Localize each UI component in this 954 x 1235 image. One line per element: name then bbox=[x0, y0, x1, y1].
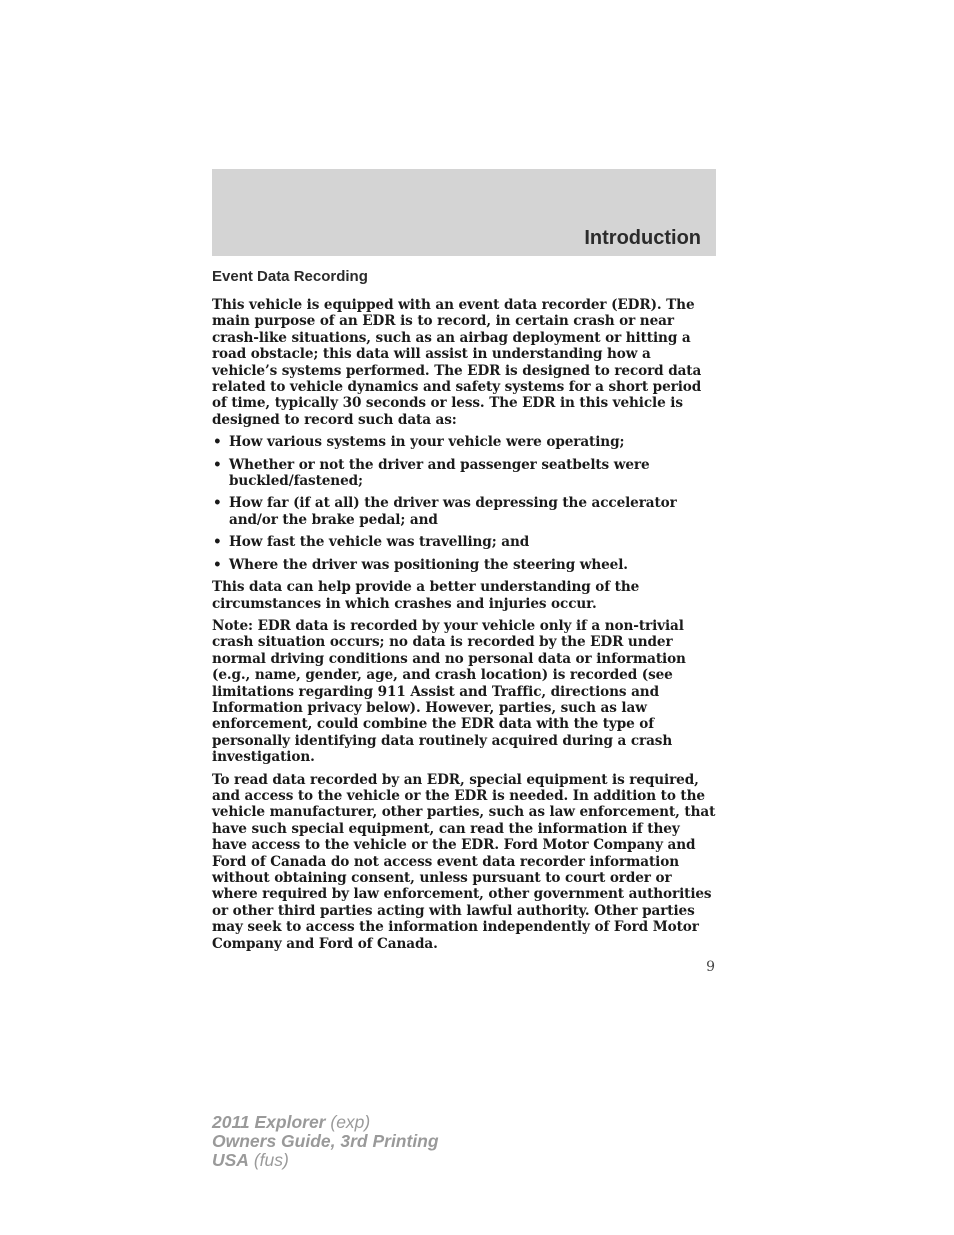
list-item: • How fast the vehicle was travelling; and bbox=[213, 534, 530, 551]
list-item: • How far (if at all) the driver was depressing the accelerator and/or the brake pedal; and bbox=[213, 495, 677, 528]
bullet-icon: • bbox=[213, 556, 222, 573]
list-item: • How various systems in your vehicle were operating; bbox=[213, 434, 625, 451]
understanding-paragraph: This data can help provide a better understanding of the circumstances in which crashes and injuries occur. bbox=[212, 579, 640, 612]
bullet-icon: • bbox=[213, 534, 222, 551]
list-item: • Whether or not the driver and passenger seatbelts were buckled/fastened; bbox=[213, 456, 650, 490]
subsection-heading: Event Data Recording bbox=[212, 268, 368, 285]
document-footer bbox=[212, 1113, 439, 1170]
intro-paragraph: This vehicle is equipped with an event data recorder (EDR). The main purpose of an EDR is to record, in certain crash or near crash-like situations, such as an airbag deployment or hitting a road obstacle; this data will assist in understanding how a vehicle’s systems performed. The EDR is designed to record data related to vehicle dynamics and safety systems for a short period of time, typically 30 seconds or less. The EDR in this vehicle is designed to record such data as: bbox=[212, 297, 702, 428]
page-number: 9 bbox=[706, 959, 715, 975]
section-header-band bbox=[212, 169, 716, 256]
bullet-icon: • bbox=[213, 456, 222, 473]
access-paragraph: To read data recorded by an EDR, special equipment is required, and access to the vehicle or the EDR is needed. In addition to the vehicle manufacturer, other parties, such as law enforcement, that have such special equipment, can read the information if they have access to the vehicle or the EDR. Ford Motor Company and Ford of Canada do not access event data recorder information without obtaining consent, unless pursuant to court order or where required by law enforcement, other government authorities or other third parties acting with lawful authority. Other parties may seek to access the information independently of Ford Motor Company and Ford of Canada. bbox=[212, 771, 716, 952]
footer-line-model: 2011 Explorer (exp) bbox=[212, 1112, 371, 1132]
page-content bbox=[212, 267, 716, 958]
footer-line-guide: Owners Guide, 3rd Printing bbox=[212, 1131, 439, 1151]
bullet-icon: • bbox=[213, 495, 222, 512]
footer-line-market: USA (fus) bbox=[212, 1150, 289, 1170]
bullet-icon: • bbox=[213, 434, 222, 451]
section-title: Introduction bbox=[584, 227, 701, 249]
list-item: • Where the driver was positioning the steering wheel. bbox=[213, 556, 628, 573]
edr-data-list bbox=[212, 434, 716, 573]
note-paragraph: Note: EDR data is recorded by your vehicle only if a non-trivial crash situation occurs; no data is recorded by the EDR under normal driving conditions and no personal data or information (e.g., name, gender, age, and crash location) is recorded (see limitations regarding 911 Assist and Traffic, directions and Information privacy below). However, parties, such as law enforcement, could combine the EDR data with the type of personally identifying data routinely acquired during a crash investigation. bbox=[212, 617, 686, 766]
